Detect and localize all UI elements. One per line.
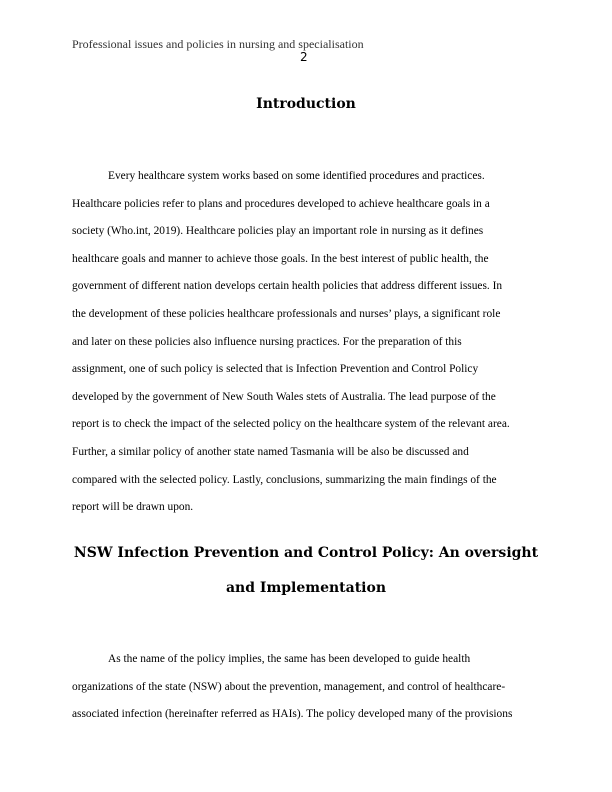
- paragraph-line: society (Who.int, 2019). Healthcare policies play an important role in nursing as it defines: [72, 225, 484, 238]
- paragraph-line: report is to check the impact of the selected policy on the healthcare system of the relevant area.: [72, 418, 510, 431]
- nsw-policy-heading: [72, 536, 540, 606]
- paragraph-line: government of different nation develops certain health policies that address different issues. In: [72, 280, 503, 293]
- paragraph-line: compared with the selected policy. Lastly, conclusions, summarizing the main findings of the: [72, 473, 497, 486]
- paragraph-line: Healthcare policies refer to plans and procedures developed to achieve healthcare goals in a: [72, 197, 490, 210]
- heading-line: and Implementation: [225, 580, 387, 596]
- paragraph-line: the development of these policies healthcare professionals and nurses’ plays, a significant role: [72, 307, 501, 320]
- introduction-paragraph: [72, 163, 540, 522]
- paragraph-line: As the name of the policy implies, the same has been developed to guide health: [108, 653, 471, 665]
- paragraph-line: Every healthcare system works based on some identified procedures and practices.: [108, 170, 485, 182]
- heading-line: NSW Infection Prevention and Control Policy: An oversight: [73, 545, 539, 561]
- introduction-heading: Introduction: [256, 96, 356, 112]
- paragraph-line: associated infection (hereinafter referred as HAIs). The policy developed many of the provisions: [72, 708, 513, 721]
- paragraph-line: assignment, one of such policy is selected that is Infection Prevention and Control Policy: [72, 363, 479, 376]
- paragraph-line: report will be drawn upon.: [72, 501, 194, 514]
- paragraph-line: Further, a similar policy of another state named Tasmania will be also be discussed and: [72, 445, 469, 458]
- paragraph-line: organizations of the state (NSW) about the prevention, management, and control of healthcare-: [72, 680, 506, 693]
- paragraph-line: healthcare goals and manner to achieve those goals. In the best interest of public health, the: [72, 252, 489, 265]
- running-header: Professional issues and policies in nursing and specialisation: [72, 37, 364, 51]
- paragraph-line: and later on these policies also influence nursing practices. For the preparation of this: [72, 335, 462, 348]
- nsw-policy-paragraph: [72, 646, 540, 729]
- page-number: 2: [300, 50, 308, 64]
- paragraph-line: developed by the government of New South Wales stets of Australia. The lead purpose of the: [72, 390, 496, 403]
